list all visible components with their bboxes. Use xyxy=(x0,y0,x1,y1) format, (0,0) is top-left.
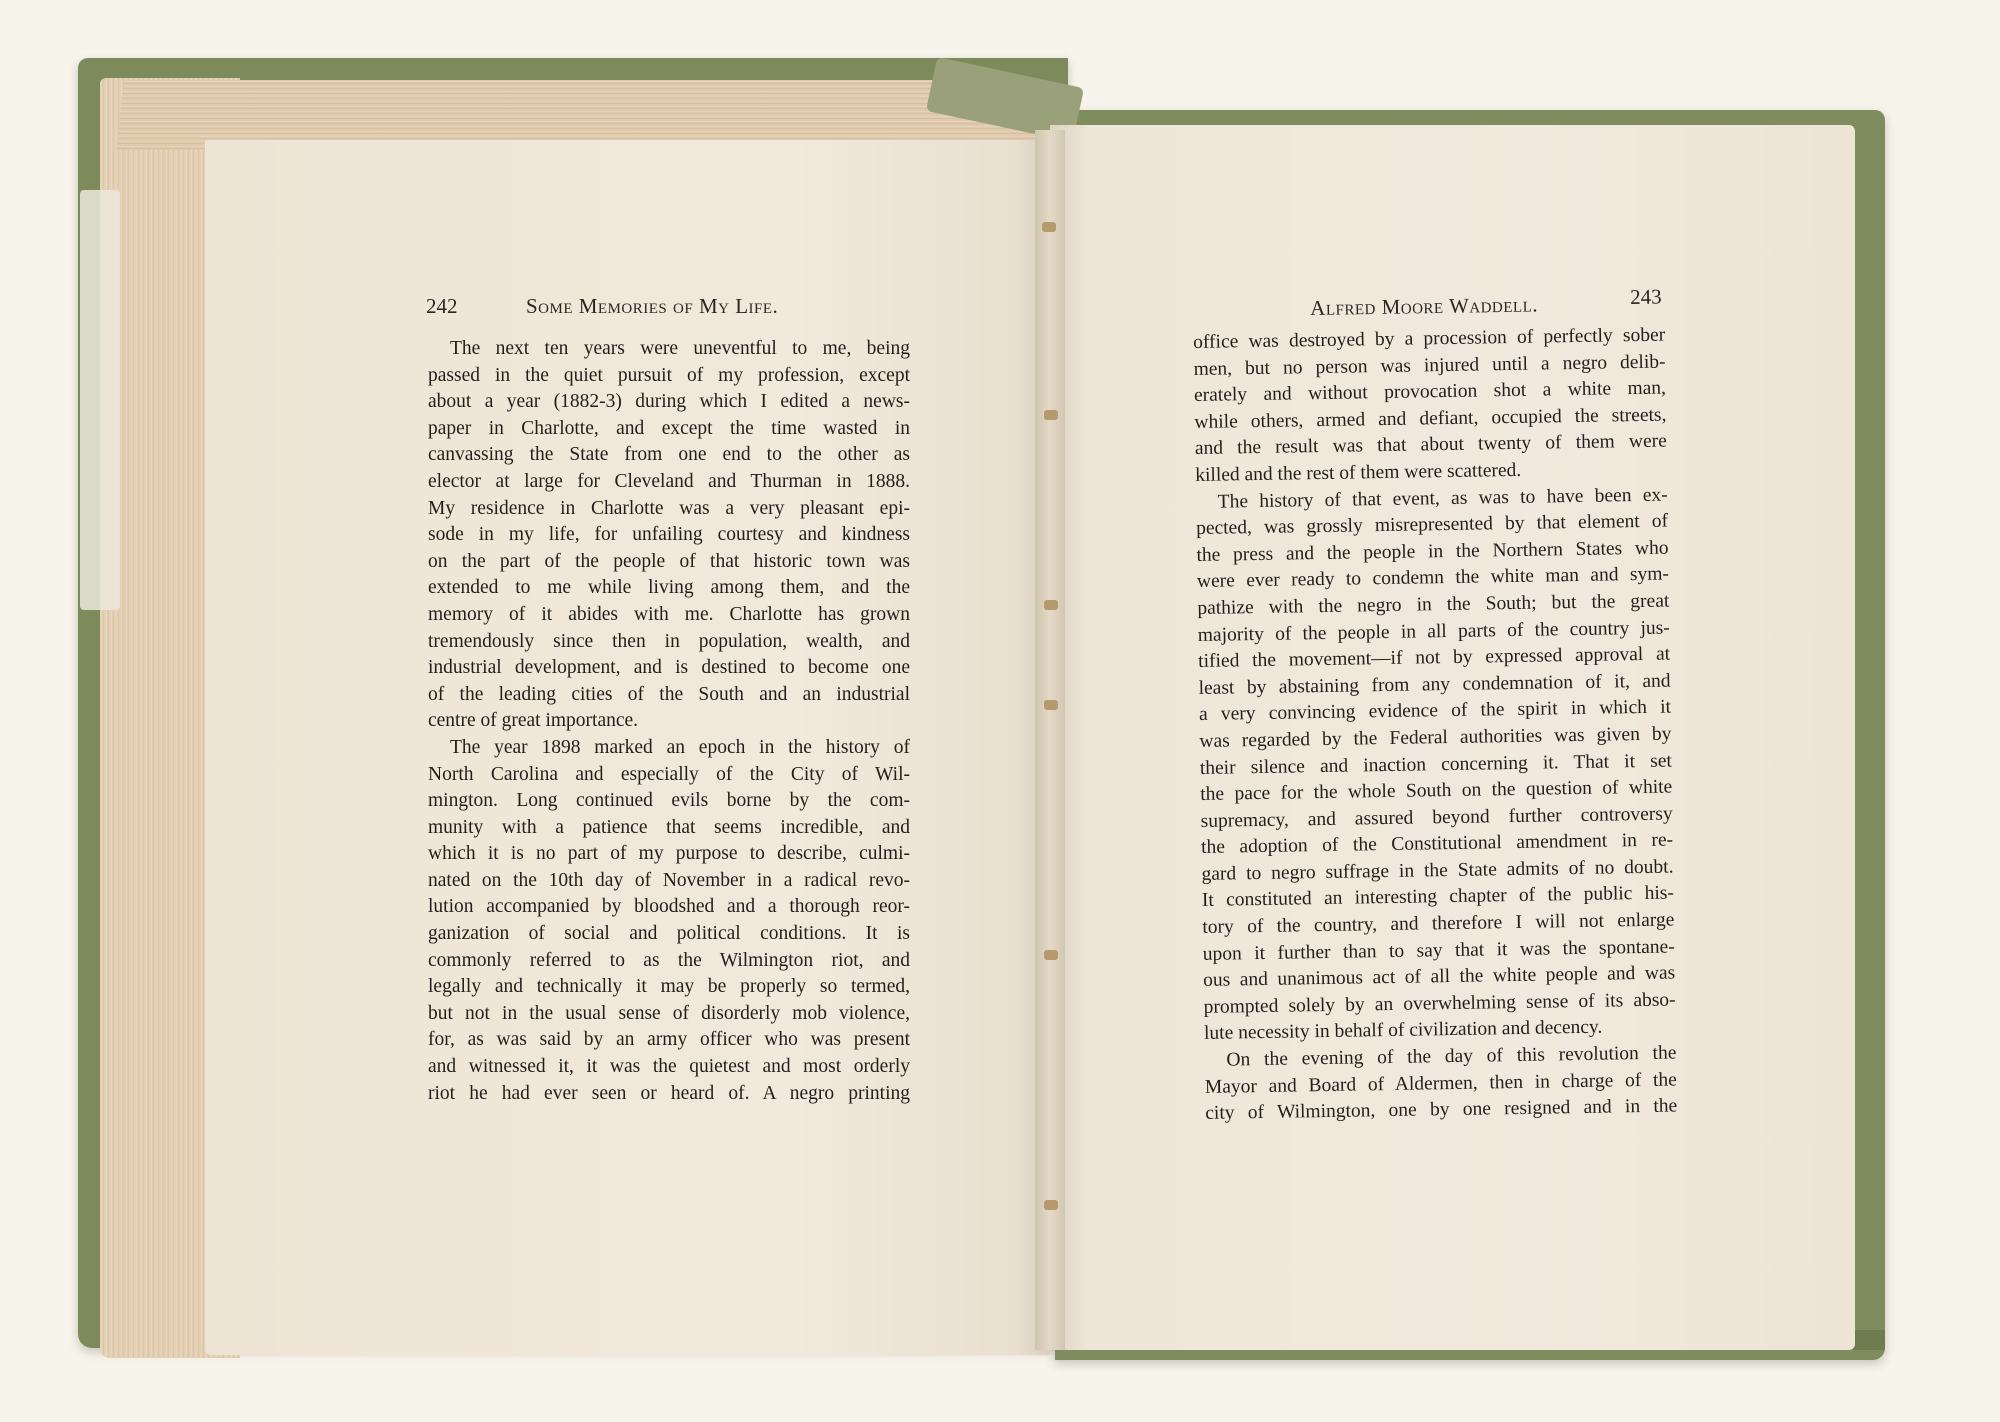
text-line: was regarded by the Federal authorities was given by xyxy=(1199,723,1672,752)
text-line: of the leading cities of the South and an industrial xyxy=(428,683,910,705)
text-line: pathize with the negro in the South; but the great xyxy=(1197,590,1670,619)
text-line: ous and unanimous act of all the white people and was xyxy=(1203,962,1676,992)
binding-stitch xyxy=(1044,950,1058,960)
left-page-text xyxy=(428,336,910,1107)
text-line: majority of the people in all parts of the country jus- xyxy=(1197,617,1670,646)
text-line: My residence in Charlotte was a very pleasant epi- xyxy=(428,497,910,519)
text-line: a very convincing evidence of the spirit in which it xyxy=(1198,696,1672,726)
text-line: centre of great importance. xyxy=(428,710,639,732)
text-line: tremendously since then in population, wealth, and xyxy=(428,630,910,652)
text-line: The history of that event, as was to have been ex- xyxy=(1217,484,1668,513)
text-line: tified the movement—if not by expressed approval at xyxy=(1198,643,1671,673)
text-line: The next ten years were uneventful to me, being xyxy=(450,338,910,359)
text-line: Mayor and Board of Aldermen, then in charge of the xyxy=(1204,1069,1677,1098)
text-line: for, as was said by an army officer who was present xyxy=(428,1029,910,1051)
text-line: city of Wilmington, one by one resigned and in the xyxy=(1205,1095,1678,1125)
text-line: mington. Long continued evils borne by the com- xyxy=(428,790,910,812)
right-page-text xyxy=(1193,323,1677,1128)
text-line: erately and without provocation shot a white man, xyxy=(1193,377,1667,407)
text-line: passed in the quiet pursuit of my profession, except xyxy=(428,364,910,386)
gutter xyxy=(1035,130,1065,1350)
text-line: killed and the rest of them were scattered. xyxy=(1195,459,1522,486)
text-line: canvassing the State from one end to the other as xyxy=(428,444,910,466)
text-line: riot he had ever seen or heard of. A negro printing xyxy=(428,1082,910,1104)
text-line: extended to me while living among them, and the xyxy=(428,577,910,599)
binding-stitch xyxy=(1042,222,1056,232)
page-number-left: 242 xyxy=(426,294,458,318)
text-line: on the part of the people of that historic town was xyxy=(428,550,910,572)
text-line: office was destroyed by a procession of perfectly sober xyxy=(1193,324,1666,353)
text-line: were ever ready to condemn the white man and sym- xyxy=(1196,563,1670,593)
text-line: men, but no person was injured until a negro delib- xyxy=(1193,351,1666,380)
text-line: sode in my life, for unfailing courtesy and kindness xyxy=(428,524,910,546)
text-line: and the result was that about twenty of them were xyxy=(1194,430,1667,460)
text-line: It constituted an interesting chapter of the public his- xyxy=(1201,882,1675,912)
text-line: North Carolina and especially of the City of Wil- xyxy=(428,763,910,785)
text-line: least by abstaining from any condemnation of it, and xyxy=(1198,670,1671,699)
binding-stitch xyxy=(1044,600,1058,610)
page-number-right: 243 xyxy=(1630,284,1662,309)
text-line: nated on the 10th day of November in a radical revo- xyxy=(428,869,910,891)
running-head-left: Some Memories of My Life. xyxy=(526,294,779,318)
text-line: but not in the usual sense of disorderly mob violence, xyxy=(428,1002,910,1024)
text-line: the press and the people in the Northern States who xyxy=(1196,537,1669,566)
text-line: commonly referred to as the Wilmington riot, and xyxy=(428,949,910,971)
text-line: supremacy, and assured beyond further controversy xyxy=(1200,803,1673,832)
text-line: legally and technically it may be properly so termed, xyxy=(428,976,910,998)
text-line: prompted solely by an overwhelming sense of its abso- xyxy=(1203,989,1676,1018)
binding-stitch xyxy=(1044,700,1058,710)
text-line: and witnessed it, it was the quietest and most orderly xyxy=(428,1056,910,1078)
text-line: munity with a patience that seems incredible, and xyxy=(428,816,910,838)
binding-stitch xyxy=(1044,1200,1058,1210)
torn-spine-cloth xyxy=(80,190,120,610)
text-line: paper in Charlotte, and except the time wasted in xyxy=(428,417,910,439)
text-line: industrial development, and is destined to become one xyxy=(428,657,910,679)
text-line: memory of it abides with me. Charlotte has grown xyxy=(428,603,910,625)
text-line: the adoption of the Constitutional amendment in re- xyxy=(1200,829,1674,859)
text-line: lution accompanied by bloodshed and a thorough reor- xyxy=(428,896,910,918)
text-line: their silence and inaction concerning it. That it set xyxy=(1199,750,1672,779)
text-line: lute necessity in behalf of civilization and decency. xyxy=(1203,1017,1603,1045)
text-line: The year 1898 marked an epoch in the history of xyxy=(450,736,910,758)
text-line: tory of the country, and therefore I will not enlarge xyxy=(1202,909,1675,938)
text-line: elector at large for Cleveland and Thurman in 1888. xyxy=(428,470,910,492)
text-line: gard to negro suffrage in the State admits of no doubt. xyxy=(1201,856,1674,885)
text-line: pected, was grossly misrepresented by that element of xyxy=(1195,510,1669,540)
text-line: about a year (1882-3) during which I edited a news- xyxy=(428,391,910,413)
binding-stitch xyxy=(1044,410,1058,420)
text-line: the pace for the whole South on the question of white xyxy=(1200,776,1673,806)
text-line: while others, armed and defiant, occupied the streets, xyxy=(1194,404,1667,433)
text-line: which it is no part of my purpose to describe, culmi- xyxy=(428,843,910,865)
running-head-right: Alfred Moore Waddell. xyxy=(1310,292,1539,320)
text-line: On the evening of the day of this revolution the xyxy=(1226,1042,1677,1071)
text-line: ganization of social and political conditions. It is xyxy=(428,923,910,945)
text-line: upon it further than to say that it was the spontane- xyxy=(1202,936,1675,965)
